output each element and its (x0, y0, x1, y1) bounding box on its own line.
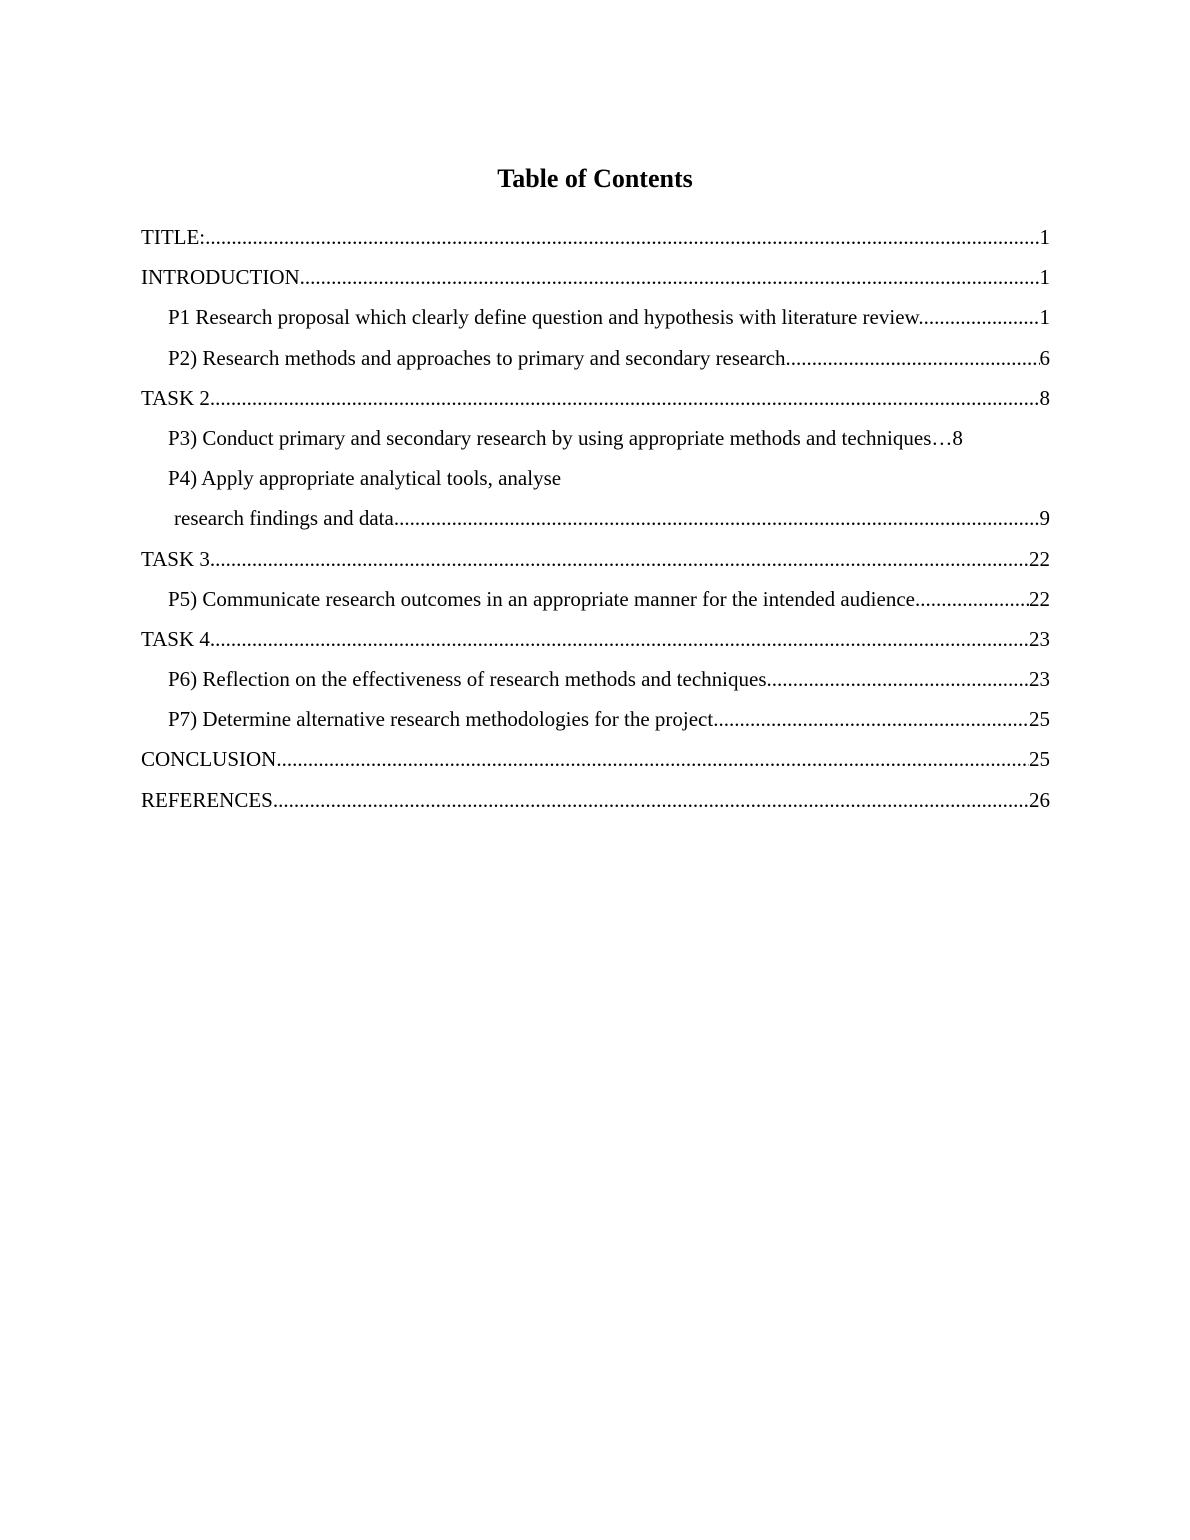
toc-entry-label: P2) Research methods and approaches to primary and secondary research (168, 345, 786, 370)
toc-entry-task-4[interactable] (141, 619, 1050, 659)
toc-entry-page: 1 (1039, 265, 1050, 290)
toc-entry-conclusion[interactable] (141, 739, 1050, 779)
toc-dot-leader (210, 619, 1029, 659)
toc-entry-references[interactable] (141, 780, 1050, 820)
toc-entry-introduction[interactable] (141, 257, 1050, 297)
toc-entry-label: TASK 4 (141, 626, 210, 651)
toc-list (141, 217, 1050, 820)
toc-title: Table of Contents (497, 164, 693, 193)
toc-entry-p7[interactable] (141, 699, 1050, 739)
toc-entry-page: 9 (1039, 506, 1050, 531)
toc-entry-label: TITLE: (141, 225, 206, 249)
toc-entry-p4[interactable] (141, 458, 1050, 498)
toc-entry-p4-continued[interactable] (141, 498, 1050, 538)
toc-entry-label: TASK 3 (141, 546, 210, 571)
toc-entry-page: 22 (1029, 586, 1050, 611)
toc-dot-leader (394, 498, 1040, 538)
toc-entry-page: 22 (1029, 546, 1050, 571)
toc-entry-label: P6) Reflection on the effectiveness of research methods and techniques. (168, 667, 772, 692)
toc-dot-leader (924, 297, 1040, 337)
toc-entry-page: 8 (952, 425, 963, 450)
toc-dot-leader (300, 257, 1040, 297)
toc-dot-leader (210, 378, 1040, 418)
toc-dot-leader (273, 780, 1029, 820)
toc-entry-page: 8 (1039, 385, 1050, 410)
toc-dot-leader (772, 659, 1029, 699)
toc-entry-label: REFERENCES (141, 787, 273, 812)
toc-dot-leader (210, 539, 1029, 579)
toc-entry-label: P7) Determine alternative research methodologies for the project (168, 707, 714, 732)
toc-entry-label: TASK 2 (141, 385, 210, 410)
toc-dot-leader (786, 338, 1040, 378)
toc-dot-leader (276, 739, 1029, 779)
toc-entry-page: 26 (1029, 787, 1050, 812)
toc-entry-label: P1 Research proposal which clearly define question and hypothesis with literature review. (168, 305, 924, 330)
toc-dot-leader (713, 699, 1029, 739)
toc-entry-page: 25 (1029, 707, 1050, 732)
toc-entry-task-3[interactable] (141, 539, 1050, 579)
toc-entry-page: 1 (1039, 305, 1050, 330)
toc-entry-label: research findings and data (174, 506, 394, 531)
toc-entry-page: 23 (1029, 626, 1050, 651)
toc-entry-p1[interactable] (141, 297, 1050, 337)
toc-entry-p2[interactable] (141, 338, 1050, 378)
toc-entry-label: P5) Communicate research outcomes in an appropriate manner for the intended audience (168, 586, 915, 611)
toc-entry-page: 23 (1029, 667, 1050, 692)
toc-entry-p3[interactable] (141, 418, 1050, 458)
toc-dot-leader (205, 217, 1039, 257)
toc-entry-label: CONCLUSION (141, 747, 277, 772)
toc-entry-label: P3) Conduct primary and secondary research by using appropriate methods and techniques… (168, 425, 953, 450)
toc-entry-p6[interactable] (141, 659, 1050, 699)
toc-entry-page: 25 (1029, 747, 1050, 772)
toc-entry-task-2[interactable] (141, 378, 1050, 418)
toc-entry-label: P4) Apply appropriate analytical tools, analyse (168, 466, 562, 491)
toc-entry-p5[interactable] (141, 579, 1050, 619)
toc-dot-leader (915, 579, 1029, 619)
toc-entry-title[interactable] (141, 217, 1050, 257)
toc-entry-page: 6 (1039, 345, 1050, 370)
toc-entry-page: 1 (1039, 225, 1050, 249)
toc-entry-label: INTRODUCTION (141, 265, 300, 290)
